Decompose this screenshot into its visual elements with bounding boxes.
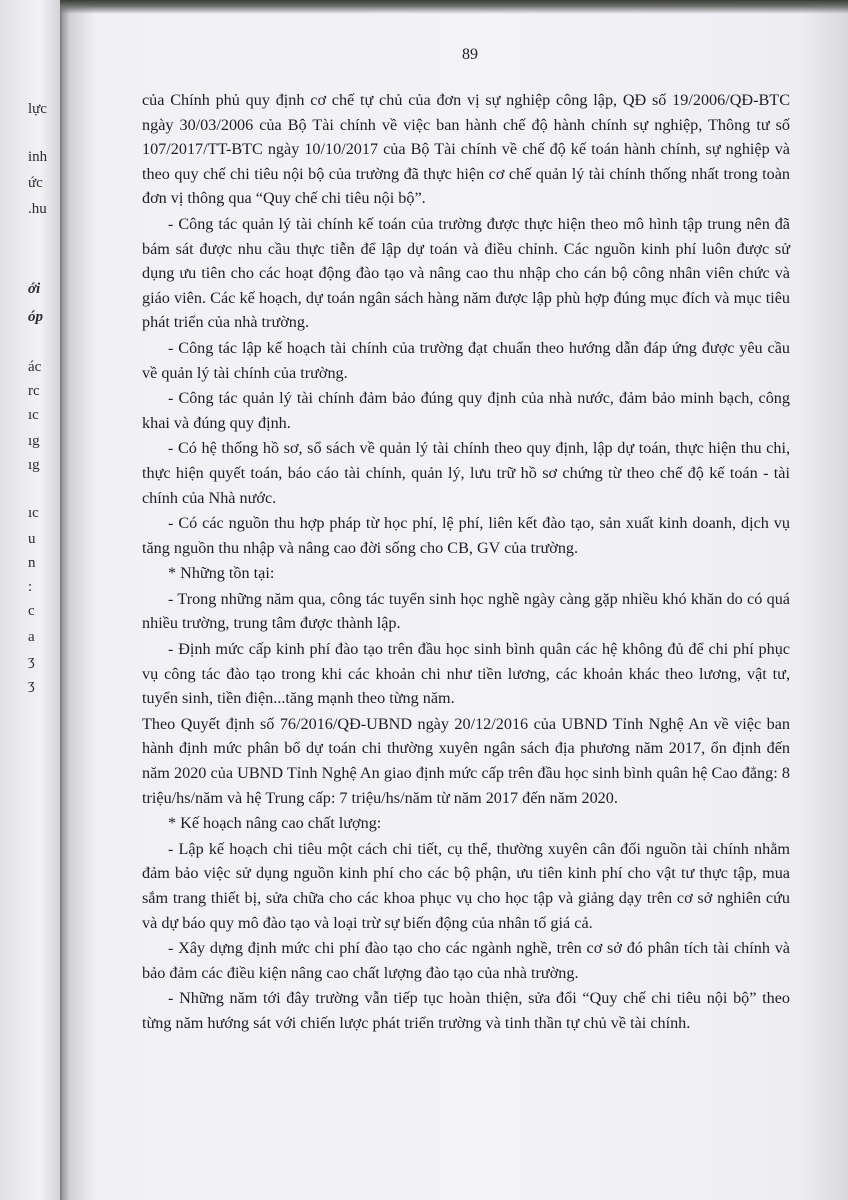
- book-gutter-shadow: [60, 0, 96, 1200]
- paragraph: - Có hệ thống hồ sơ, sổ sách về quản lý tài chính theo quy định, lập dự toán, thực hiện thu chi, thực hiện quyết toán, báo cáo tài chính, quản lý, lưu trữ hồ sơ chứng từ theo chế độ kế toán - tài chính của Nhà nước.: [142, 439, 790, 507]
- page-number: 89: [462, 46, 478, 63]
- section-heading: * Kế hoạch nâng cao chất lượng:: [168, 814, 382, 833]
- paragraph: - Công tác lập kế hoạch tài chính của trường đạt chuẩn theo hướng dẫn đáp ứng được yêu cầu về quản lý tài chính của trường.: [142, 338, 790, 382]
- left-page-fragment: a: [28, 629, 35, 645]
- left-page-fragment: rc: [28, 383, 40, 399]
- left-page-fragment: :: [28, 579, 33, 595]
- left-page-fragment: ıg: [28, 433, 40, 449]
- left-page-fragment: .hu: [28, 201, 47, 217]
- section-heading: * Những tồn tại:: [168, 564, 275, 583]
- left-page-fragment: ıc: [28, 505, 39, 521]
- paragraph: - Lập kế hoạch chi tiêu một cách chi tiết, cụ thể, thường xuyên cân đối nguồn tài chính nhằm đảm bảo việc sử dụng nguồn kinh phí cho các bộ phận, ưu tiên kinh phí cho vật tư thực tập, mua sắm trang thiết bị, sửa chữa cho các khoa phục vụ cho học tập và giảng dạy trên cơ sở nghiên cứu và dự báo quy mô đào tạo và loại trừ sự biến động của nhân tố giá cả.: [142, 839, 790, 932]
- left-page-fragment: ới: [28, 281, 41, 297]
- paragraph: - Xây dựng định mức chi phí đào tạo cho các ngành nghề, trên cơ sở đó phân tích tài chính và bảo đảm các điều kiện nâng cao chất lượng đào tạo của nhà trường.: [142, 939, 790, 982]
- paragraph: - Công tác quản lý tài chính kế toán của trường được thực hiện theo mô hình tập trung nên đã bám sát được nhu cầu thực tiễn để lập dự toán và điều chỉnh. Các nguồn kinh phí luôn được sử dụng ưu tiên cho các hoạt động đào tạo và nâng cao thu nhập cho cán bộ công nhân viên chức và giáo viên. Các kế hoạch, dự toán ngân sách hàng năm được lập phù hợp đúng mục đích và mục tiêu phát triển của nhà trường.: [142, 214, 790, 332]
- paragraph: - Những năm tới đây trường vẫn tiếp tục hoàn thiện, sửa đổi “Quy chế chi tiêu nội bộ” theo từng năm hướng sát với chiến lược phát triển trường và tinh thần tự chủ về tài chính.: [142, 989, 790, 1032]
- left-page-fragment: ác: [28, 359, 42, 375]
- adjacent-page-edge: [0, 0, 62, 1200]
- left-page-fragment: ʒ: [28, 653, 35, 669]
- left-page-fragment: ʒ: [28, 677, 35, 693]
- left-page-fragment: ıc: [28, 407, 39, 423]
- left-page-fragment: lực: [28, 101, 47, 117]
- left-page-fragment: u: [28, 531, 36, 547]
- page-body: [142, 88, 790, 1037]
- paragraph: - Có các nguồn thu hợp pháp từ học phí, lệ phí, liên kết đào tạo, sản xuất kinh doanh, dịch vụ tăng nguồn thu nhập và nâng cao đời sống cho CB, GV của trường.: [142, 514, 790, 557]
- left-page-fragment: óp: [28, 309, 43, 325]
- left-page-fragment: ức: [28, 175, 43, 191]
- paragraph: - Công tác quản lý tài chính đảm bảo đúng quy định của nhà nước, đảm bảo minh bạch, công khai và đúng quy định.: [142, 389, 790, 432]
- top-edge-shadow: [60, 0, 848, 14]
- paragraph: của Chính phủ quy định cơ chế tự chủ của đơn vị sự nghiệp công lập, QĐ số 19/2006/QĐ-BTC ngày 30/03/2006 của Bộ Tài chính về việc ban hành chế độ hành chính sự nghiệp, Thông tư số 107/2017/TT-BTC ngày 10/10/2017 của Bộ Tài chính về chế độ kế toán hành chính, sự nghiệp và theo quy chế chi tiêu nội bộ của trường đã thực hiện cơ chế quản lý tài chính thống nhất trong toàn đơn vị thông qua “Quy chế chi tiêu nội bộ”.: [142, 91, 790, 208]
- left-page-fragment: n: [28, 555, 36, 571]
- paragraph: - Trong những năm qua, công tác tuyển sinh học nghề ngày càng gặp nhiều khó khăn do có quá nhiều trường, trung tâm được thành lập.: [142, 589, 790, 633]
- paragraph: Theo Quyết định số 76/2016/QĐ-UBND ngày 20/12/2016 của UBND Tỉnh Nghệ An về việc ban hành định mức phân bổ dự toán chi thường xuyên ngân sách địa phương năm 2017, ổn định đến năm 2020 của UBND Tỉnh Nghệ An giao định mức cấp trên đầu học sinh bình quân hệ Cao đẳng: 8 triệu/hs/năm và hệ Trung cấp: 7 triệu/hs/năm từ năm 2017 đến năm 2020.: [142, 714, 790, 807]
- paragraph: - Định mức cấp kinh phí đào tạo trên đầu học sinh bình quân các hệ không đủ để chi phí phục vụ công tác đào tạo trong khi các khoản chi như tiền lương, các khoản khác theo lương, vật tư, tuyển sinh, tiền điện...tăng mạnh theo từng năm.: [142, 640, 790, 708]
- left-page-fragment: c: [28, 603, 35, 619]
- left-page-fragment: ıg: [28, 457, 40, 473]
- left-page-fragment: inh: [28, 149, 48, 165]
